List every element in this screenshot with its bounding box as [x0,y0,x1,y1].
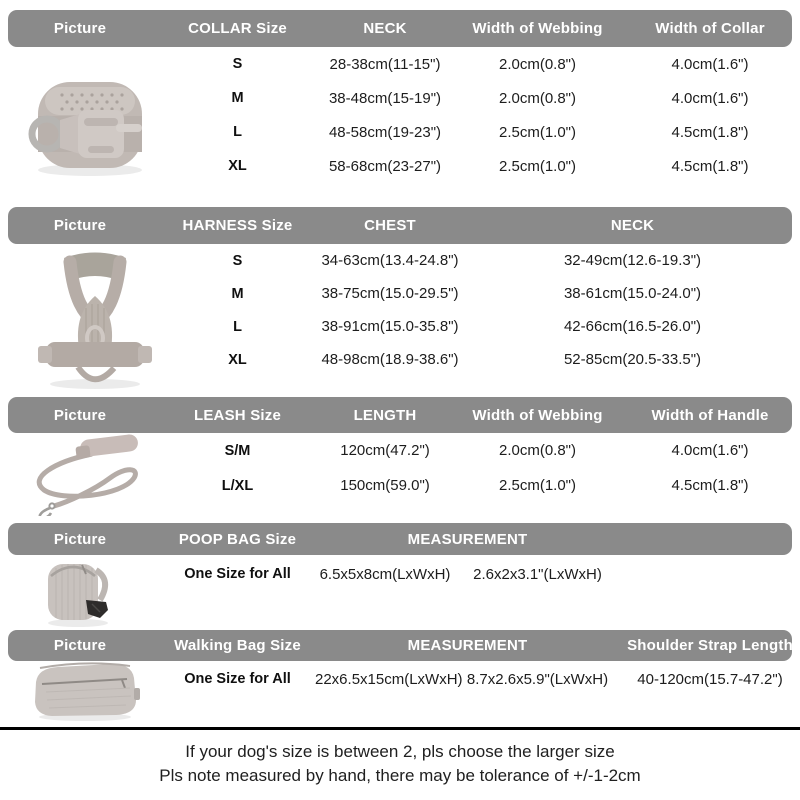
handle-width-value: 4.0cm(1.6") [671,442,749,459]
webbing-value: 2.0cm(0.8") [498,55,576,73]
poop-bag-col-size: POOP BAG Size [178,530,297,548]
webbing-value: 2.0cm(0.8") [498,89,576,107]
leash-col-handle: Width of Handle [651,406,769,424]
collar-col-size: COLLAR Size [188,20,287,37]
collar-col-width: Width of Collar [655,20,765,37]
leash-col-webbing: Width of Webbing [472,406,603,424]
measurement-cm-value: 22x6.5x15cm(LxWxH) [315,670,463,688]
size-label: L [233,318,242,335]
harness-col-size: HARNESS Size [182,217,293,234]
walking-bag-photo [26,658,144,722]
neck-value: 38-61cm(15.0-24.0") [563,285,702,302]
length-value: 150cm(59.0") [340,477,430,494]
size-label: S/M [224,442,251,459]
webbing-value: 2.5cm(1.0") [498,477,576,494]
poop-bag-photo [36,554,124,628]
harness-table-header [0,207,800,244]
walking-bag-col-strap: Shoulder Strap Length [627,637,793,654]
size-label: XL [228,351,247,368]
chest-value: 48-98cm(18.9-38.6") [321,351,459,368]
dog-leash-photo [10,430,152,516]
dog-collar-photo [18,58,160,180]
walking-bag-table-header [0,630,800,661]
size-label: S [232,56,243,72]
webbing-value: 2.5cm(1.0") [498,123,576,141]
size-label: M [231,285,244,302]
size-label: M [231,90,244,106]
measurement-inch-value: 2.6x2x3.1"(LxWxH) [473,565,602,583]
poop-bag-table-header [0,523,800,555]
poop-bag-col-measurement: MEASUREMENT [407,530,528,548]
size-label: One Size for All [184,566,291,582]
collar-col-picture: Picture [53,20,107,37]
collar-col-neck: NECK [363,20,407,37]
collar-width-value: 4.0cm(1.6") [671,89,749,107]
collar-col-webbing: Width of Webbing [472,20,603,37]
harness-col-picture: Picture [53,217,107,234]
chest-value: 38-91cm(15.0-35.8") [321,318,459,335]
size-label: L [233,124,242,140]
handle-width-value: 4.5cm(1.8") [671,477,749,494]
dog-harness-photo [34,242,156,392]
neck-value: 28-38cm(11-15") [329,55,441,73]
footer-note-2: Pls note measured by hand, there may be tolerance of +/-1-2cm [159,766,641,785]
harness-col-chest: CHEST [364,217,416,234]
neck-value: 32-49cm(12.6-19.3") [563,252,702,269]
measurement-cm-value: 6.5x5x8cm(LxWxH) [319,565,451,583]
walking-bag-col-size: Walking Bag Size [174,637,301,654]
leash-col-length: LENGTH [353,406,417,424]
collar-table-header [0,10,800,47]
neck-value: 48-58cm(19-23") [328,123,442,141]
size-label: One Size for All [184,671,291,687]
measurement-inch-value: 8.7x2.6x5.9"(LxWxH) [466,670,609,688]
neck-value: 58-68cm(23-27") [328,157,442,175]
webbing-value: 2.5cm(1.0") [498,157,576,175]
walking-bag-col-picture: Picture [53,637,107,654]
neck-value: 42-66cm(16.5-26.0") [563,318,702,335]
leash-table-header [0,397,800,433]
size-label: L/XL [221,477,254,494]
collar-width-value: 4.5cm(1.8") [671,123,749,141]
footer-divider-line [0,727,800,730]
chest-value: 34-63cm(13.4-24.8") [321,252,459,269]
poop-bag-col-picture: Picture [53,530,107,548]
chest-value: 38-75cm(15.0-29.5") [321,285,459,302]
length-value: 120cm(47.2") [340,442,430,459]
neck-value: 38-48cm(15-19") [328,89,442,107]
harness-col-neck: NECK [610,217,655,234]
leash-col-picture: Picture [53,406,107,424]
neck-value: 52-85cm(20.5-33.5") [563,351,702,368]
footer-note-1: If your dog's size is between 2, pls choose the larger size [185,742,615,761]
walking-bag-col-measurement: MEASUREMENT [407,637,528,654]
size-label: XL [228,158,247,174]
collar-width-value: 4.0cm(1.6") [671,55,749,73]
strap-length-value: 40-120cm(15.7-47.2") [637,670,783,688]
size-label: S [232,252,243,269]
collar-width-value: 4.5cm(1.8") [671,157,749,175]
webbing-value: 2.0cm(0.8") [498,442,576,459]
leash-col-size: LEASH Size [193,406,282,424]
